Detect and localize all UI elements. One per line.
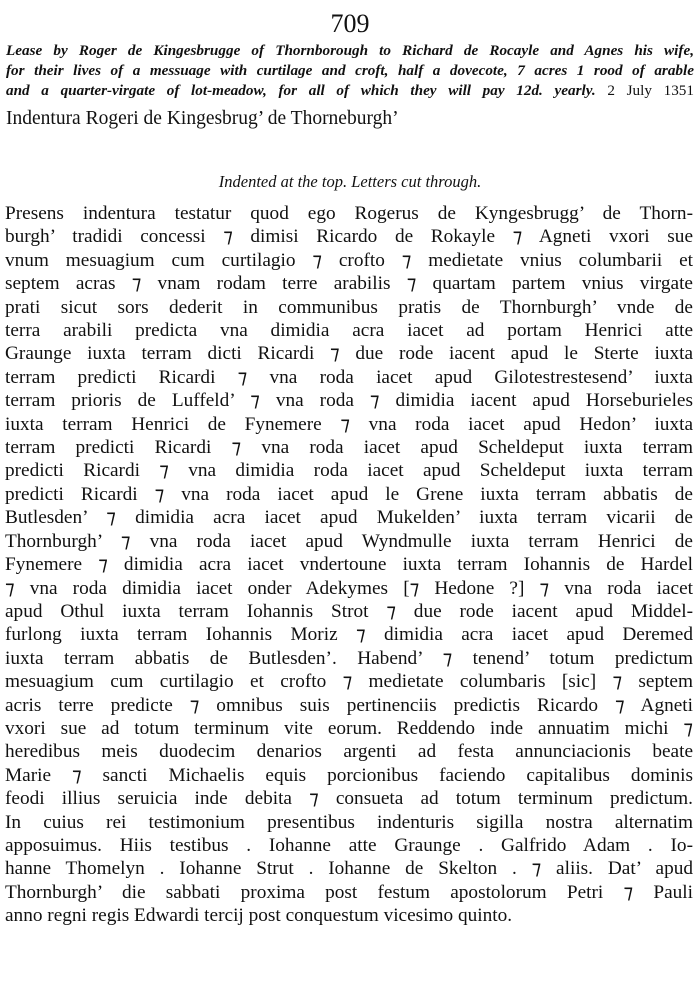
charter-heading: Indentura Rogeri de Kingesbrug’ de Thorneburgh’ [6, 108, 399, 129]
page-number: 709 [330, 9, 370, 38]
text-line: Presens indentura testatur quod ego Rogerus de Kyngesbrugg’ de Thorn- [5, 203, 693, 224]
text-line: Graunge iuxta terram dicti Ricardi ⁊ due rode iacent apud le Sterte iuxta [5, 343, 693, 365]
text-line: iuxta terram abbatis de Butlesden’. Habend’ ⁊ tenend’ totum predictum [5, 647, 693, 669]
summary-line-text: and a quarter-virgate of lot-meadow, for all of which they will pay 12d. yearly. [6, 82, 596, 99]
text-line: apud Othul iuxta terram Iohannis Strot ⁊ due rode iacent apud Middel- [5, 600, 693, 622]
text-line: terram predicti Ricardi ⁊ vna roda iacet apud Gilotestrestesend’ iuxta [5, 366, 693, 388]
text-line: terra arabili predicta vna dimidia acra iacet ad portam Henrici atte [5, 320, 693, 342]
summary-line: Lease by Roger de Kingesbrugge of Thornborough to Richard de Rocayle and Agnes his wife, [6, 42, 694, 59]
text-line: Thornburgh’ die sabbati proxima post festum apostolorum Petri ⁊ Pauli [5, 881, 693, 903]
text-line: Fynemere ⁊ dimidia acra iacet vndertoune iuxta terram Iohannis de Hardel [5, 554, 693, 576]
text-line: mesuagium cum curtilagio et crofto ⁊ medietate columbaris [sic] ⁊ septem [5, 671, 693, 693]
text-line: vxori sue ad totum terminum vite eorum. Reddendo inde annuatim michi ⁊ [5, 717, 693, 739]
text-line: predicti Ricardi ⁊ vna roda iacet apud le Grene iuxta terram abbatis de [5, 483, 693, 505]
summary-line: for their lives of a messuage with curtilage and croft, half a dovecote, 7 acres 1 rood of arable [6, 62, 694, 79]
text-line: prati sicut sors dederit in communibus pratis de Thornburgh’ vnde de [5, 296, 693, 318]
text-line: feodi illius seruicia inde debita ⁊ consueta ad totum terminum predictum. [5, 788, 693, 810]
text-line: vnum mesuagium cum curtilagio ⁊ crofto ⁊ medietate vnius columbarii et [5, 249, 693, 271]
text-line: Butlesden’ ⁊ dimidia acra iacet apud Mukelden’ iuxta terram vicarii de [5, 507, 693, 529]
text-line: acris terre predicte ⁊ omnibus suis pertinenciis predictis Ricardo ⁊ Agneti [5, 694, 693, 716]
text-line: apposuimus. Hiis testibus . Iohanne atte Graunge . Galfrido Adam . Io- [5, 834, 693, 856]
charter-summary [6, 41, 696, 101]
text-line: hanne Thomelyn . Iohanne Strut . Iohanne de Skelton . ⁊ aliis. Dat’ apud [5, 858, 693, 880]
text-line: predicti Ricardi ⁊ vna dimidia roda iacet apud Scheldeput iuxta terram [5, 460, 693, 482]
text-line: heredibus meis duodecim denarios argenti ad festa annunciacionis beate [5, 741, 693, 763]
text-line: septem acras ⁊ vnam rodam terre arabilis ⁊ quartam partem vnius virgate [5, 273, 693, 295]
text-line: In cuius rei testimonium presentibus indenturis sigilla nostra alternatim [5, 811, 693, 833]
text-line: burgh’ tradidi concessi ⁊ dimisi Ricardo de Rokayle ⁊ Agneti vxori sue [5, 226, 693, 248]
text-line: anno regni regis Edwardi tercij post conquestum vicesimo quinto. [5, 905, 513, 927]
text-line: ⁊ vna roda dimidia iacet onder Adekymes [⁊ Hedone ?] ⁊ vna roda iacet [5, 577, 693, 599]
charter-date: 2 July 1351 [607, 82, 694, 99]
text-line: furlong iuxta terram Iohannis Moriz ⁊ dimidia acra iacet apud Deremed [5, 624, 693, 646]
physical-note: Indented at the top. Letters cut through. [218, 172, 482, 191]
charter-text [5, 202, 695, 928]
text-line: iuxta terram Henrici de Fynemere ⁊ vna roda iacet apud Hedon’ iuxta [5, 413, 693, 435]
text-line: terram predicti Ricardi ⁊ vna roda iacet apud Scheldeput iuxta terram [5, 437, 693, 459]
text-line: terram prioris de Luffeld’ ⁊ vna roda ⁊ dimidia iacent apud Horseburieles [5, 390, 693, 412]
text-line: Marie ⁊ sancti Michaelis equis porcionibus faciendo capitalibus dominis [5, 764, 693, 786]
summary-line [6, 81, 696, 101]
text-line: Thornburgh’ ⁊ vna roda iacet apud Wyndmulle iuxta terram Henrici de [5, 530, 693, 552]
